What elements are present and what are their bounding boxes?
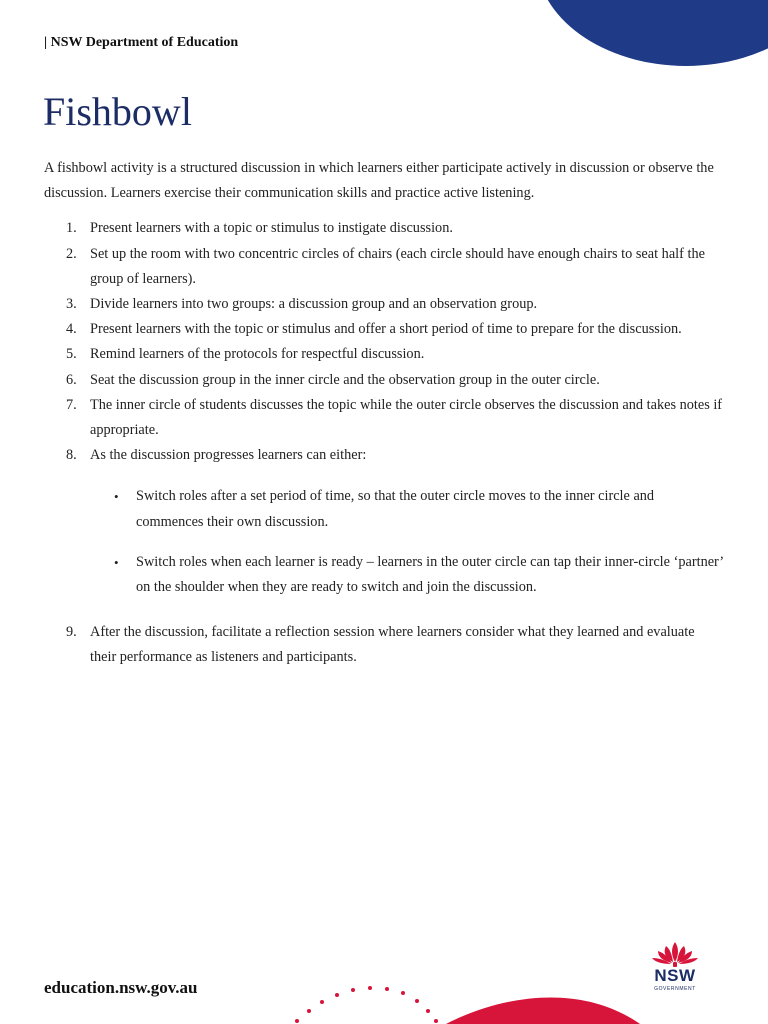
step-text: Seat the discussion group in the inner circle and the observation group in the outer circle.: [90, 371, 600, 388]
step-text: Remind learners of the protocols for respectful discussion.: [90, 346, 425, 363]
decorative-dot: [307, 1009, 311, 1013]
decorative-dot: [335, 993, 339, 997]
intro-paragraph: A fishbowl activity is a structured discussion in which learners either participate actively in discussion or observe the discussion. Learners exercise their communication skills and practice active listening.: [44, 160, 714, 202]
option-text: Switch roles after a set period of time, so that the outer circle moves to the inner circle and commences their own discussion.: [136, 488, 655, 530]
step-text: Divide learners into two groups: a discussion group and an observation group.: [90, 296, 538, 313]
decorative-dot-arc: [295, 986, 438, 1023]
nsw-government-logo: [646, 940, 704, 1000]
step-number: 3.: [66, 296, 77, 313]
decorative-dot: [385, 987, 389, 991]
step-number: 5.: [66, 346, 77, 363]
step-text: After the discussion, facilitate a reflection session where learners consider what they learned and evaluate their performance as listeners and participants.: [90, 624, 695, 666]
header-org-name: | NSW Department of Education: [44, 35, 239, 50]
footer-website: education.nsw.gov.au: [44, 978, 198, 997]
option-text: Switch roles when each learner is ready – learners in the outer circle can tap their inner-circle ‘partner’ on the shoulder when they are ready to switch and join the discussion.: [136, 553, 724, 596]
step-number: 6.: [66, 371, 77, 388]
decorative-dot: [368, 986, 372, 990]
step-text: Present learners with the topic or stimulus and offer a short period of time to prepare for the discussion.: [90, 321, 682, 338]
bullet-icon: •: [114, 489, 119, 505]
step-number: 8.: [66, 447, 77, 464]
step-number: 1.: [66, 220, 77, 237]
step-text: Set up the room with two concentric circles of chairs (each circle should have enough chairs to seat half the group of learners).: [90, 245, 705, 287]
step-text: As the discussion progresses learners can either:: [90, 447, 367, 464]
step-number: 2.: [66, 245, 77, 262]
decorative-dot: [351, 988, 355, 992]
decorative-dot: [401, 991, 405, 995]
waratah-icon: [646, 940, 704, 968]
decorative-dot: [295, 1019, 299, 1023]
step-number: 7.: [66, 396, 77, 413]
logo-government-text: GOVERNMENT: [654, 986, 696, 992]
step-number: 9.: [66, 624, 77, 641]
step-number: 4.: [66, 321, 77, 338]
decorative-red-arc: [446, 997, 640, 1024]
decorative-dot: [434, 1019, 438, 1023]
decorative-dot: [320, 1000, 324, 1004]
page-title: Fishbowl: [43, 89, 192, 134]
decorative-dot: [426, 1009, 430, 1013]
bullet-icon: •: [114, 554, 119, 570]
step-text: Present learners with a topic or stimulus to instigate discussion.: [90, 220, 453, 237]
step-text: The inner circle of students discusses the topic while the outer circle observes the discussion and takes notes if appropriate.: [90, 396, 723, 439]
logo-nsw-text: NSW: [654, 966, 696, 985]
decorative-dot: [415, 999, 419, 1003]
